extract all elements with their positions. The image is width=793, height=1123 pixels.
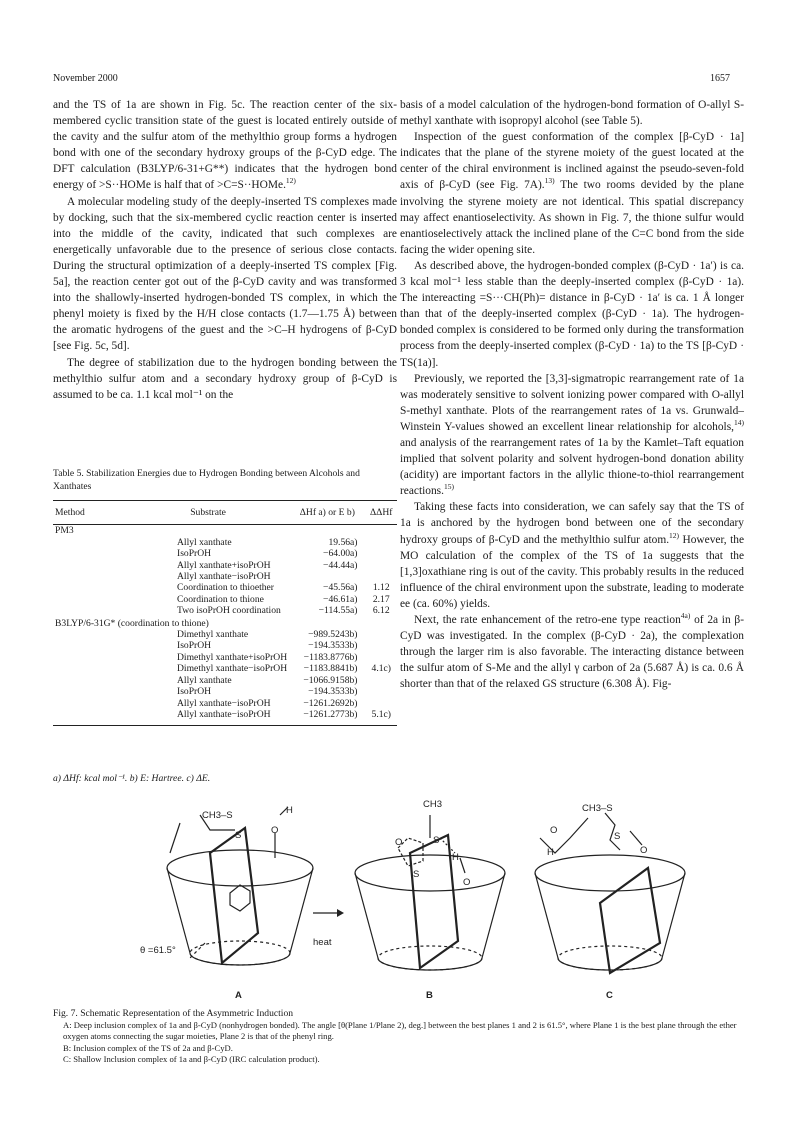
table-cell <box>53 652 127 663</box>
table-cell <box>53 629 127 640</box>
table-cell: Allyl xanthate−isoPrOH <box>177 708 271 720</box>
table-row <box>53 709 397 726</box>
table-cell: −989.5243b) <box>308 629 358 641</box>
table-cell: −1183.8841b) <box>303 663 358 675</box>
paragraph: Next, the rate enhancement of the retro-ene type reaction$^{4a)}$ of 2a in β-CyD was investigated. In the complex (β-CyD · 2a), the complexation through the larger rim is also favorable. The interacting distance between the sulfur atom of S-Me and the allyl γ carbon of 2a (5.687 Å) is ca. 0.6 Å shorter than that of the relaxed GS structure (6.308 Å). Fig- <box>400 611 744 691</box>
panel-label-b: B <box>426 990 433 1001</box>
table-cell: IsoPrOH <box>177 548 212 560</box>
table-row <box>53 640 397 651</box>
fig-label-h: H <box>286 805 293 816</box>
panel-b <box>355 815 505 970</box>
table-cell: −64.00a) <box>323 548 358 560</box>
fig-label-s-c: S <box>614 831 621 842</box>
fig-label-heat: heat <box>313 937 332 948</box>
table-cell <box>366 652 398 663</box>
table-row <box>53 537 397 548</box>
paragraph: Inspection of the guest conformation of the complex [β-CyD · 1a] indicates that the plane of the styrene moiety of the guest located at the center of the chiral environment is inclined against the pseudo-seven-fold axis of β-CyD (see Fig. 7A).$^{13)}$ The two rooms devided by the plane involving the styrene moiety are not identical. This spatial discrepancy may affect enantioselectivity. As shown in Fig. 7, the thione sulfur would enantioselectively attack the inclined plane of the C=C bond from the side facing the wider opening site. <box>400 131 744 256</box>
table-cell: Coordination to thioether <box>177 582 274 594</box>
figure-caption-title: Fig. 7. Schematic Representation of the Asymmetric Induction <box>53 1008 294 1019</box>
table-cell: 4.1c) <box>371 663 391 675</box>
paragraph: The degree of stabilization due to the hydrogen bonding between the methylthio sulfur atom and a secondary hydroxy group of β-CyD is assumed to be ca. 1.1 kcal mol⁻¹ on the <box>53 356 397 401</box>
table-cell: −44.44a) <box>323 559 358 571</box>
column-header: Method <box>55 507 85 518</box>
fig-label-o-b: O <box>395 837 403 848</box>
table-cell <box>53 709 127 726</box>
table-cell <box>53 640 127 651</box>
table-cell <box>366 640 398 651</box>
table-cell <box>53 560 127 571</box>
table-cell: −114.55a) <box>318 605 358 617</box>
table-row <box>53 605 397 616</box>
fig-label-o-c: O <box>640 845 648 856</box>
table-cell: Dimethyl xanthate+isoPrOH <box>177 651 288 663</box>
table-cell: −194.3533b) <box>308 640 358 652</box>
table-cell <box>53 698 127 709</box>
right-column <box>400 97 744 692</box>
table-row <box>53 686 397 697</box>
fig-label-o: O <box>271 825 279 836</box>
table-row <box>53 594 397 605</box>
table-cell: 1.12 <box>372 582 390 594</box>
table-cell <box>366 698 398 709</box>
column-header: ΔHf a) or E b) <box>299 507 355 518</box>
table-cell: 5.1c) <box>371 708 391 720</box>
column-header: Substrate <box>190 507 226 518</box>
fig-label-s-b: S <box>433 835 440 846</box>
running-header-date: November 2000 <box>53 73 118 84</box>
table-cell: B3LYP/6-31G* (coordination to thione) <box>55 617 209 629</box>
paragraph: Taking these facts into consideration, we can safely say that the TS of 1a is anchored by the hydrogen bond between one of the secondary hydroxy groups of β-CyD and the methylthio sulfur atom.$^{12)}$ However, the MO calculation of the complex of the TS of 1a suggests that the [1,3]oxathiane ring is out of the cavity. This probably results in the reduced influence of the chiral environment upon the substrate, leading to moderate ee (ca. 60%) yields. <box>400 501 744 610</box>
figure-caption-c: C: Shallow Inclusion complex of 1a and β-CyD (IRC calculation product). <box>63 1054 320 1065</box>
table-cell <box>366 560 398 571</box>
table-cell <box>366 675 398 686</box>
table-cell <box>53 605 127 616</box>
figure-7-diagram <box>130 793 690 1003</box>
paragraph: As described above, the hydrogen-bonded complex (β-CyD · 1a′) is ca. 3 kcal mol⁻¹ less stable than the deeply-inserted complex (β-CyD · 1a). The intereacting =S···CH(Ph)= distance in β-CyD · 1a′ is ca. 1 Å longer than that of the deeply-inserted complex (β-CyD · 1a). The hydrogen-bonded complex is considered to be formed only during the transformation process from the deeply-inserted complex (β-CyD · 1a) to the TS [β-CyD · TS(1a)]. <box>400 259 744 369</box>
heat-arrow <box>313 909 344 917</box>
table-cell: 6.12 <box>372 605 390 617</box>
table-cell: Allyl xanthate−isoPrOH <box>177 697 271 709</box>
figure-caption-b: B: Inclusion complex of the TS of 2a and β-CyD. <box>63 1042 233 1053</box>
table-row <box>53 571 397 582</box>
table-footnote: a) ΔHf: kcal mol⁻¹. b) E: Hartree. c) ΔE. <box>53 773 211 784</box>
fig-label-theta: θ =61.5° <box>140 945 176 956</box>
table-row <box>53 663 397 674</box>
table-cell <box>53 686 127 697</box>
page-number: 1657 <box>710 73 730 84</box>
fig-label-h-b: H <box>452 852 459 863</box>
table-cell: IsoPrOH <box>177 640 212 652</box>
table-row <box>53 652 397 663</box>
table-cell: Allyl xanthate <box>177 536 232 548</box>
fig-label-s: S <box>235 830 242 841</box>
table-row <box>53 617 397 629</box>
table-cell: Dimethyl xanthate <box>177 629 249 641</box>
table-row <box>53 525 397 537</box>
paragraph: and the TS of 1a are shown in Fig. 5c. The reaction center of the six-membered cyclic transition state of the guest is located entirely outside of the cavity and the sulfur atom of the methylthio group forms a hydrogen bond with one of the secondary hydroxy groups of the β-CyD edge. The DFT calculation (B3LYP/6-31+G**) indicates that the hydrogen bond energy of >S··HOMe is half that of >C=S··HOMe.$^{12)}$ <box>53 99 397 192</box>
table-cell <box>366 571 398 582</box>
figure-caption <box>53 1008 753 1066</box>
fig-label-o2-c: O <box>550 825 558 836</box>
table-cell: 19.56a) <box>328 536 358 548</box>
column-header: ΔΔHf <box>370 507 393 518</box>
paragraph: Previously, we reported the [3,3]-sigmatropic rearrangement rate of 1a was moderately sensitive to solvent ionizing power compared with O-allyl S-methyl xanthate. Plots of the rearrangement rates of 1a vs. Grunwald–Winstein Y-values showed an excellent linear relationship for alcohols,$^{14)}$ and analysis of the rearrangement rates of 1a by the Kamlet–Taft equation implied that solvent polarity and solvent hydrogen-bond donation ability (acidity) are important factors in the allylic thione-to-thiol rearrangement reactions.$^{15)}$ <box>400 372 744 498</box>
table-cell <box>53 594 127 605</box>
table-cell <box>53 582 127 593</box>
table-cell: Allyl xanthate−isoPrOH <box>177 571 271 583</box>
table-cell: −1066.9158b) <box>303 674 358 686</box>
table-cell <box>53 571 127 582</box>
paragraph: A molecular modeling study of the deeply-inserted TS complexes made by docking, such that the six-membered cyclic reaction center is inserted into the middle of the cavity, indicated that such complexes are energetically unfavorable due to the presence of serious close contacts. During the structural optimization of a deeply-inserted TS complex [Fig. 5a], the reaction center got out of the β-CyD cavity and was transformed into the shallowly-inserted hydrogen-bonded TS complex, in which the phenyl moiety is fixed by the H/H close contacts (1.7—1.75 Å) between the aromatic hydrogens of the guest and the >C–H hydrogens of β-CyD [see Fig. 5c, 5d]. <box>53 195 397 353</box>
table-cell: Dimethyl xanthate−isoPrOH <box>177 663 288 675</box>
table-cell: Allyl xanthate+isoPrOH <box>177 559 271 571</box>
table-caption: Table 5. Stabilization Energies due to Hydrogen Bonding between Alcohols and Xanthates <box>53 468 360 492</box>
table-cell: Coordination to thione <box>177 593 264 605</box>
table-row <box>53 548 397 559</box>
fig-label-ch3-s: CH3–S <box>202 810 233 821</box>
table-cell <box>53 663 127 674</box>
data-table <box>53 500 397 726</box>
table-cell <box>53 675 127 686</box>
paragraph: basis of a model calculation of the hydrogen-bond formation of O-allyl S-methyl xanthate with isopropyl alcohol (see Table 5). <box>400 99 744 128</box>
table-row <box>53 698 397 709</box>
fig-label-h-c: H <box>547 847 554 858</box>
table-cell: 2.17 <box>372 593 390 605</box>
fig-label-ch3-b: CH3 <box>423 799 443 810</box>
table-cell: Allyl xanthate <box>177 674 232 686</box>
fig-label-o2-b: O <box>463 877 471 888</box>
table-cell <box>53 537 127 548</box>
panel-c <box>535 813 685 973</box>
fig-label-s2-b: S <box>413 869 420 880</box>
panel-label-a: A <box>235 990 242 1001</box>
table-cell: −194.3533b) <box>308 686 358 698</box>
table-cell <box>366 537 398 548</box>
table-cell: −46.61a) <box>323 593 358 605</box>
fig-label-ch3-c: CH3–S <box>582 803 613 814</box>
left-column <box>53 97 397 403</box>
table-cell: Two isoPrOH coordination <box>177 605 281 617</box>
table-cell <box>366 629 398 640</box>
panel-label-c: C <box>606 990 613 1001</box>
table-row <box>53 582 397 593</box>
table-cell: IsoPrOH <box>177 686 212 698</box>
table-cell: PM3 <box>55 525 74 537</box>
table-cell <box>53 548 127 559</box>
table-cell: −45.56a) <box>323 582 358 594</box>
table-cell <box>366 686 398 697</box>
table-cell: −1261.2692b) <box>303 697 358 709</box>
table-cell <box>289 571 365 582</box>
table-cell: −1183.8776b) <box>303 651 358 663</box>
table-row <box>53 629 397 640</box>
table-cell <box>366 548 398 559</box>
figure-caption-a: A: Deep inclusion complex of 1a and β-CyD (nonhydrogen bonded). The angle [θ(Plane 1/Plane 2), deg.] between the best planes 1 and 2 is 61.5°, where Plane 1 is the best plane through the ether oxygen atoms connecting the sugar moieties, Plane 2 is that of the phenyl ring. <box>63 1019 737 1042</box>
table-row <box>53 560 397 571</box>
table-row <box>53 675 397 686</box>
table-cell: −1261.2773b) <box>303 708 358 720</box>
